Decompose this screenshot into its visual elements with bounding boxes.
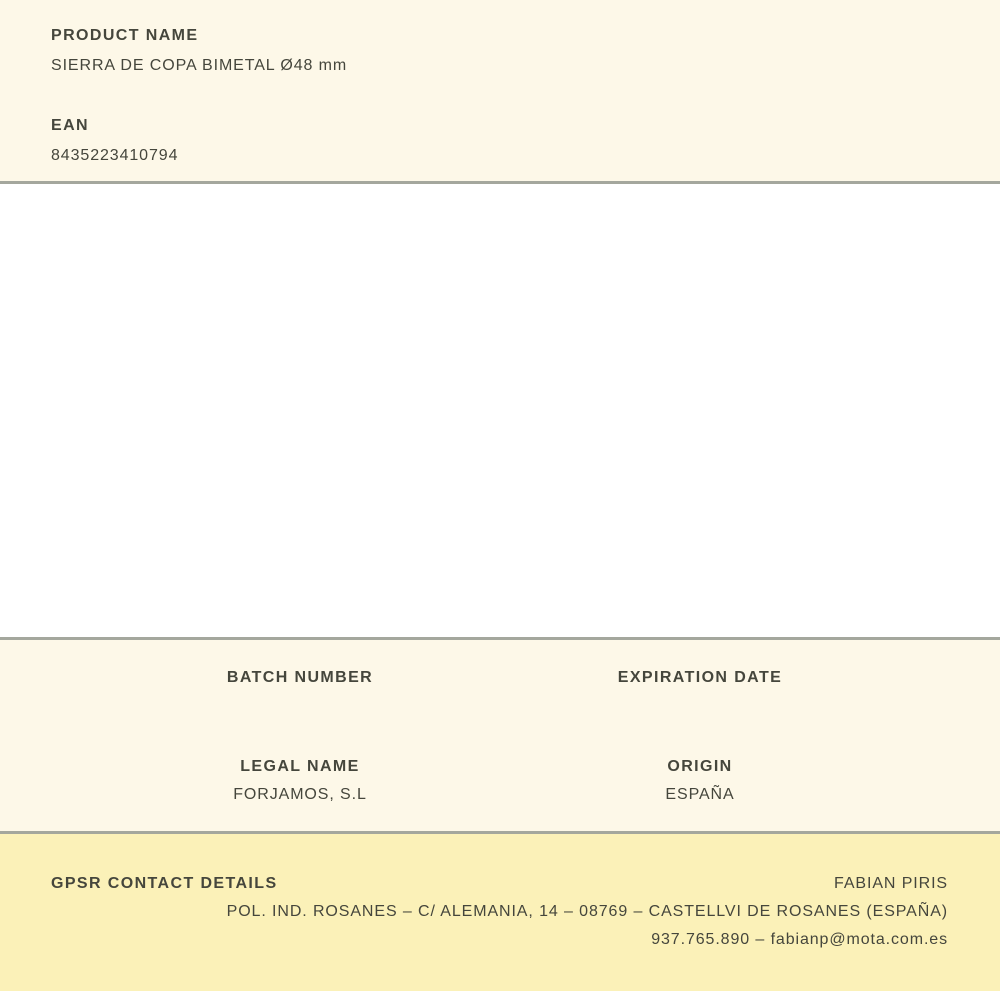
contact-address: POL. IND. ROSANES – C/ ALEMANIA, 14 – 08769 – CASTELLVI DE ROSANES (ESPAÑA) bbox=[226, 903, 948, 920]
legal-name-block bbox=[100, 757, 500, 804]
contact-phone-email: 937.765.890 – fabianp@mota.com.es bbox=[651, 931, 948, 948]
empty-content-area bbox=[0, 184, 1000, 640]
product-name-label: PRODUCT NAME bbox=[51, 27, 199, 44]
contact-person-name: FABIAN PIRIS bbox=[834, 875, 948, 892]
product-name-value: SIERRA DE COPA BIMETAL Ø48 mm bbox=[51, 57, 348, 74]
expiration-date-label: EXPIRATION DATE bbox=[617, 669, 783, 686]
ean-label: EAN bbox=[51, 117, 89, 134]
legal-name-label: LEGAL NAME bbox=[240, 758, 360, 775]
gpsr-contact-header-row bbox=[51, 874, 948, 893]
origin-block bbox=[500, 757, 900, 804]
traceability-section bbox=[0, 640, 1000, 834]
expiration-date-block bbox=[500, 668, 900, 696]
batch-number-label: BATCH NUMBER bbox=[226, 669, 374, 686]
batch-number-block bbox=[100, 668, 500, 696]
gpsr-contact-label: GPSR CONTACT DETAILS bbox=[51, 875, 278, 892]
origin-label: ORIGIN bbox=[667, 758, 733, 775]
product-header-section bbox=[0, 0, 1000, 184]
gpsr-contact-section bbox=[0, 834, 1000, 991]
origin-value: ESPAÑA bbox=[665, 786, 735, 803]
legal-name-value: FORJAMOS, S.L bbox=[233, 786, 367, 803]
ean-value: 8435223410794 bbox=[51, 147, 179, 164]
